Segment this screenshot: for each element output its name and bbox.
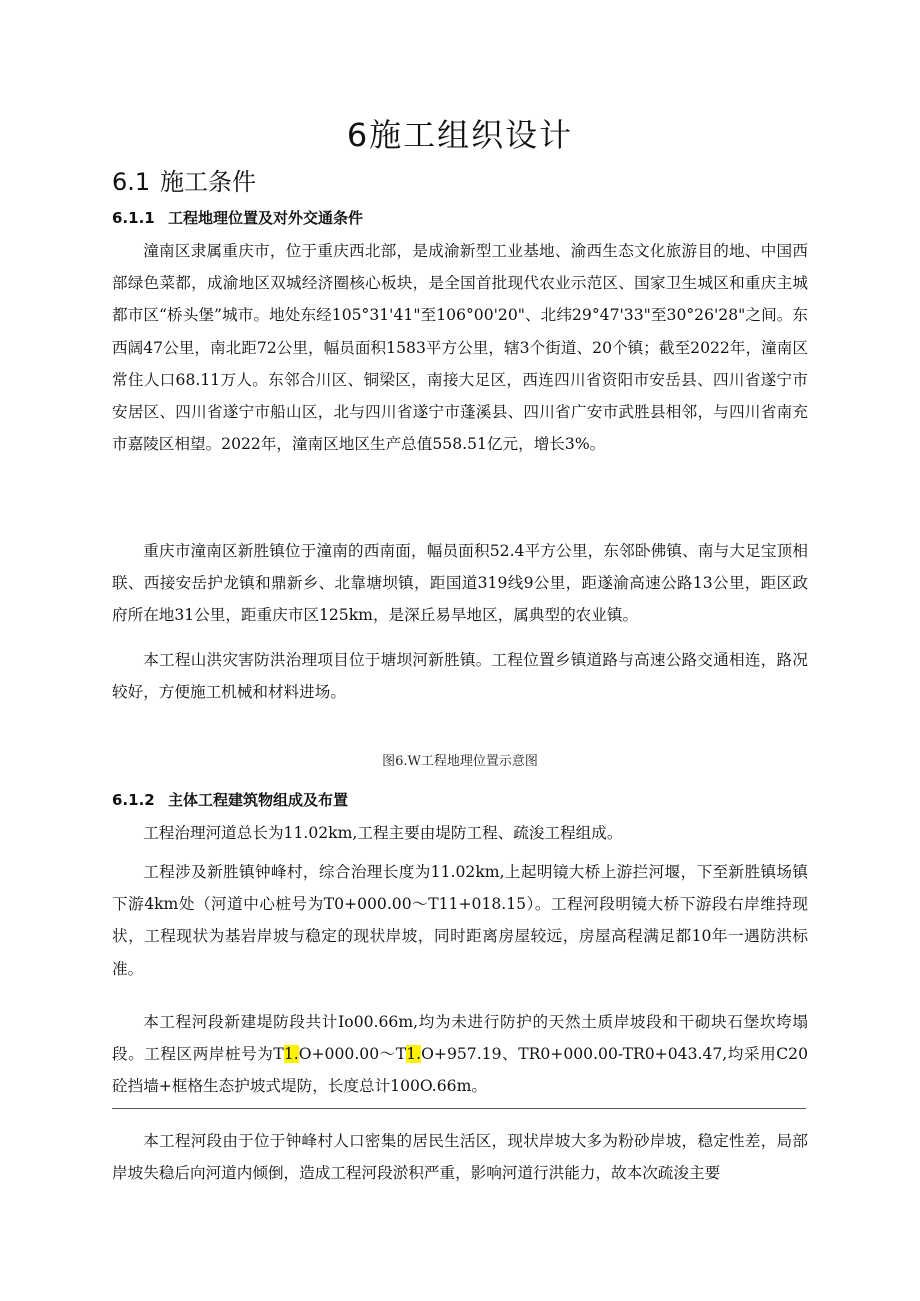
figure-caption: 图6.W工程地理位置示意图 [382, 754, 538, 769]
subsection-number: 6.1.2 [112, 791, 155, 809]
section-heading-6-1 [112, 162, 256, 197]
highlighted-text: 1. [283, 1045, 299, 1064]
highlighted-text: 1. [406, 1045, 422, 1064]
text-run: O+957.19、TR0+000.00-TR0+043.47,均采用C20砼挡墙+框格生态护坡式堤防，长度总计100O.66m。 [112, 1045, 808, 1096]
paragraph-embankment [112, 1006, 808, 1103]
paragraph-project-access: 本工程山洪灾害防洪治理项目位于塘坝河新胜镇。工程位置乡镇道路与高速公路交通相连，路况较好，方便施工机械和材料进场。 [112, 651, 808, 702]
section-label: 施工条件 [160, 168, 256, 196]
section-number: 6.1 [112, 168, 151, 196]
paragraph-dredging: 本工程河段由于位于钟峰村人口密集的居民生活区，现状岸坡大多为粉砂岸坡，稳定性差，局部岸坡失稳后向河道内倾倒，造成工程河段淤积严重，影响河道行洪能力，故本次疏浚主要 [112, 1132, 808, 1183]
paragraph-total-length: 工程治理河道总长为11.02km,工程主要由堤防工程、疏浚工程组成。 [143, 824, 623, 842]
paragraph-xinsheng-town: 重庆市潼南区新胜镇位于潼南的西南面，幅员面积52.4平方公里，东邻卧佛镇、南与大足宝顶相联、西接安岳护龙镇和鼎新乡、北靠塘坝镇，距国道319线9公里，距遂渝高速公路13公里，距区政府所在地31公里，距重庆市区125km，是深丘易旱地区，属典型的农业镇。 [112, 542, 808, 625]
text-run: 本工程河段新建堤防段共计Io00.66m,均为未进行防护的天然土质岸坡段和干砌块石堡坎垮塌段。工程区两岸桩号为T [112, 1013, 808, 1064]
subsection-number: 6.1.1 [112, 209, 155, 227]
chapter-title: 6施工组织设计 [346, 116, 574, 154]
subsection-label: 工程地理位置及对外交通条件 [168, 209, 364, 227]
paragraph-scope: 工程涉及新胜镇钟峰村，综合治理长度为11.02km,上起明镜大桥上游拦河堰，下至新胜镇场镇下游4km处（河道中心桩号为T0+000.00～T11+018.15）。工程河段明镜大桥下游段右岸维持现状，工程现状为基岩岸坡与稳定的现状岸坡，同时距离房屋较远，房屋高程满足都10年一遇防洪标准。 [112, 863, 808, 978]
text-run: O+000.00～T [298, 1045, 407, 1064]
horizontal-divider [112, 1108, 806, 1109]
subsection-label: 主体工程建筑物组成及布置 [168, 791, 349, 809]
subsection-heading-6-1-2 [112, 789, 348, 810]
paragraph-location: 潼南区隶属重庆市，位于重庆西北部，是成渝新型工业基地、渝西生态文化旅游目的地、中国西部绿色菜都，成渝地区双城经济圈核心板块，是全国首批现代农业示范区、国家卫生城区和重庆主城都市区“桥头堡”城市。地处东经105°31'41"至106°00'20"、北纬29°47'33"至30°26'28"之间。东西阔47公里，南北距72公里，幅员面积1583平方公里，辖3个街道、20个镇；截至2022年，潼南区常住人口68.11万人。东邻合川区、铜梁区，南接大足区，西连四川省资阳市安岳县、四川省遂宁市安居区、四川省遂宁市船山区，北与四川省遂宁市蓬溪县、四川省广安市武胜县相邻，与四川省南充市嘉陵区相望。2022年，潼南区地区生产总值558.51亿元，增长3%。 [112, 242, 808, 454]
subsection-heading-6-1-1 [112, 207, 363, 228]
